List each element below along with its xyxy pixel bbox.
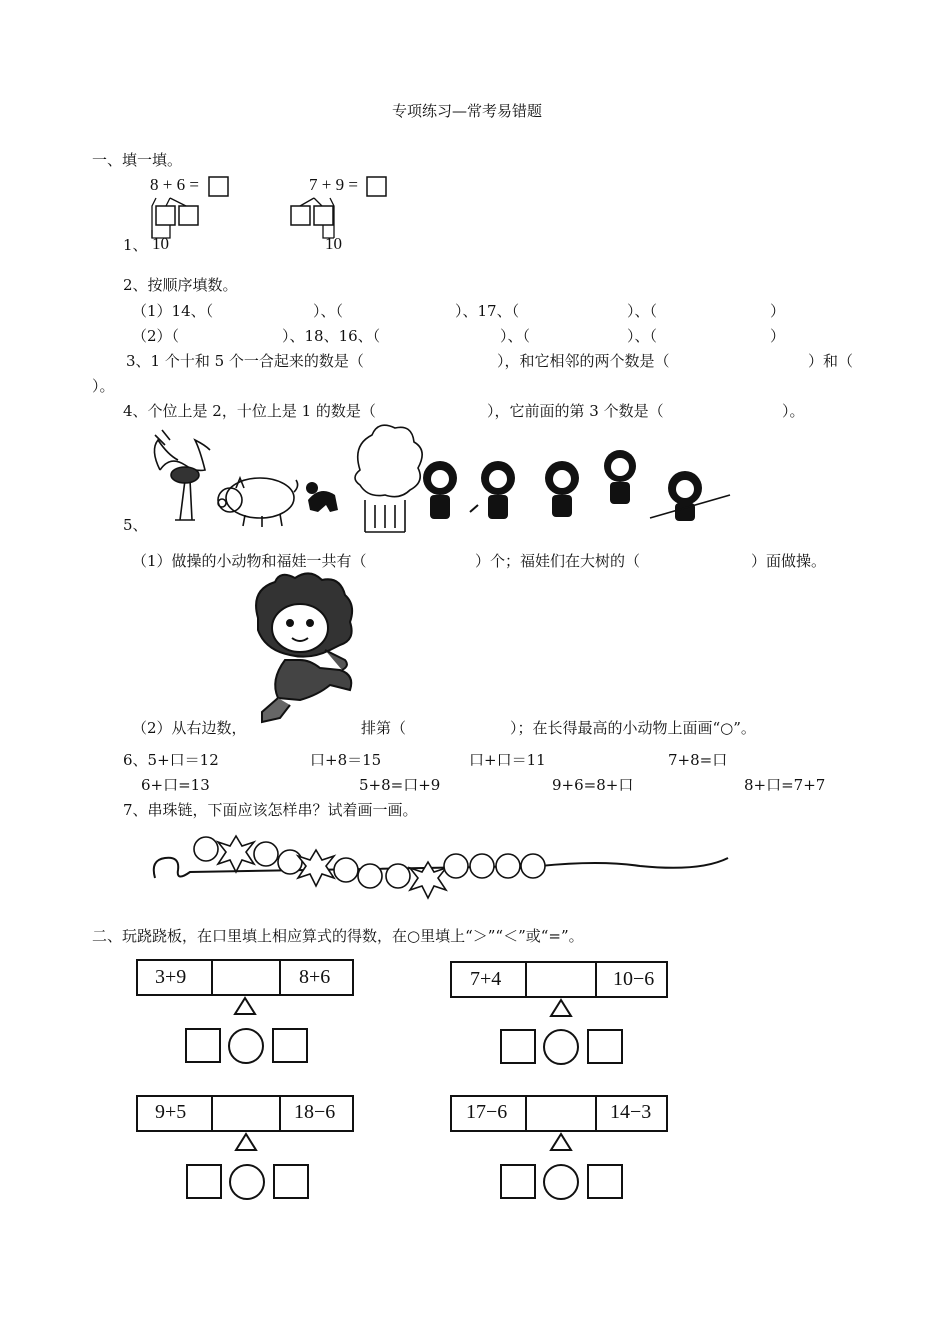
q1-left-expression: 8 + 6 = (150, 175, 199, 194)
q6-equation: 口+8＝15 (310, 751, 382, 769)
q2-row2-part: ）、（ (500, 327, 531, 345)
q6-equation: 6、5+口＝12 (123, 751, 219, 769)
q4-part: ），它前面的第 3 个数是（ (487, 402, 664, 420)
q1-right-expression: 7 + 9 = (309, 175, 358, 194)
q3-part: 3、1 个十和 5 个一合起来的数是（ (126, 352, 364, 370)
seesaw-right-expr: 10−6 (613, 968, 655, 990)
q2-row2-part: ）、（ (627, 327, 658, 345)
q2-row1-part: （1）14、（ (132, 302, 214, 320)
section-1-heading: 一、填一填。 (92, 151, 183, 169)
q2-row2-part: ） (770, 327, 786, 345)
q2-row1-part: ） (770, 302, 786, 320)
q5-sub1-part: ）面做操。 (751, 552, 827, 570)
seesaw-triangle (551, 1134, 571, 1150)
q5-label: 5、 (123, 516, 148, 534)
q5-sub2-part: 排第（ (361, 719, 407, 737)
q1-right-ten: 10 (325, 234, 342, 253)
q5-sub1-part: （1）做操的小动物和福娃一共有（ (132, 552, 367, 570)
q5-sub2-part: ）；在长得最高的小动物上面画“○”。 (510, 719, 756, 737)
q6-equation: 9+6=8+口 (552, 776, 634, 794)
q6-equation: 口+口＝11 (469, 751, 546, 769)
q6-equation: 5+8=口+9 (359, 776, 441, 794)
q3-part: ）。 (92, 377, 115, 395)
q6-equation: 6+口=13 (141, 776, 210, 794)
q2-heading: 2、按顺序填数。 (123, 276, 238, 294)
seesaw-left-expr: 17−6 (466, 1101, 508, 1123)
q2-row2-part: ）、18、16、（ (282, 327, 381, 345)
answer-box[interactable] (588, 1165, 622, 1198)
page-title: 专项练习—常考易错题 (392, 102, 543, 120)
q5-sub1-part: ）个；福娃们在大树的（ (475, 552, 641, 570)
q2-row1-part: ）、17、（ (455, 302, 520, 320)
seesaw-left-expr: 9+5 (155, 1101, 187, 1123)
q3-part: ）和（ (808, 352, 854, 370)
seesaw-left-expr: 7+4 (470, 968, 502, 990)
seesaw-left-expr: 3+9 (155, 966, 187, 988)
q1-label: 1、 (123, 236, 148, 254)
q3-part: ），和它相邻的两个数是（ (497, 352, 670, 370)
q2-row2-part: （2）（ (132, 327, 180, 345)
answer-box[interactable] (501, 1165, 535, 1198)
section-2-heading: 二、玩跷跷板，在口里填上相应算式的得数，在○里填上“＞”“＜”或“=”。 (92, 927, 584, 945)
q7-text: 7、串珠链，下面应该怎样串？试着画一画。 (123, 801, 418, 819)
seesaw-right-expr: 18−6 (294, 1101, 336, 1123)
q4-part: 4、个位上是 2，十位上是 1 的数是（ (123, 402, 376, 420)
compare-circle[interactable] (544, 1165, 578, 1199)
q4-part: ）。 (782, 402, 805, 420)
q5-sub2-part: （2）从右边数， (132, 719, 247, 737)
q6-equation: 8+口=7+7 (744, 776, 826, 794)
q2-row1-part: ）、（ (627, 302, 658, 320)
q2-row1-part: ）、（ (313, 302, 344, 320)
q1-left-ten: 10 (152, 234, 169, 253)
seesaw-right-expr: 8+6 (299, 966, 331, 988)
q6-equation: 7+8=口 (668, 751, 728, 769)
seesaw-right-expr: 14−3 (610, 1101, 652, 1123)
